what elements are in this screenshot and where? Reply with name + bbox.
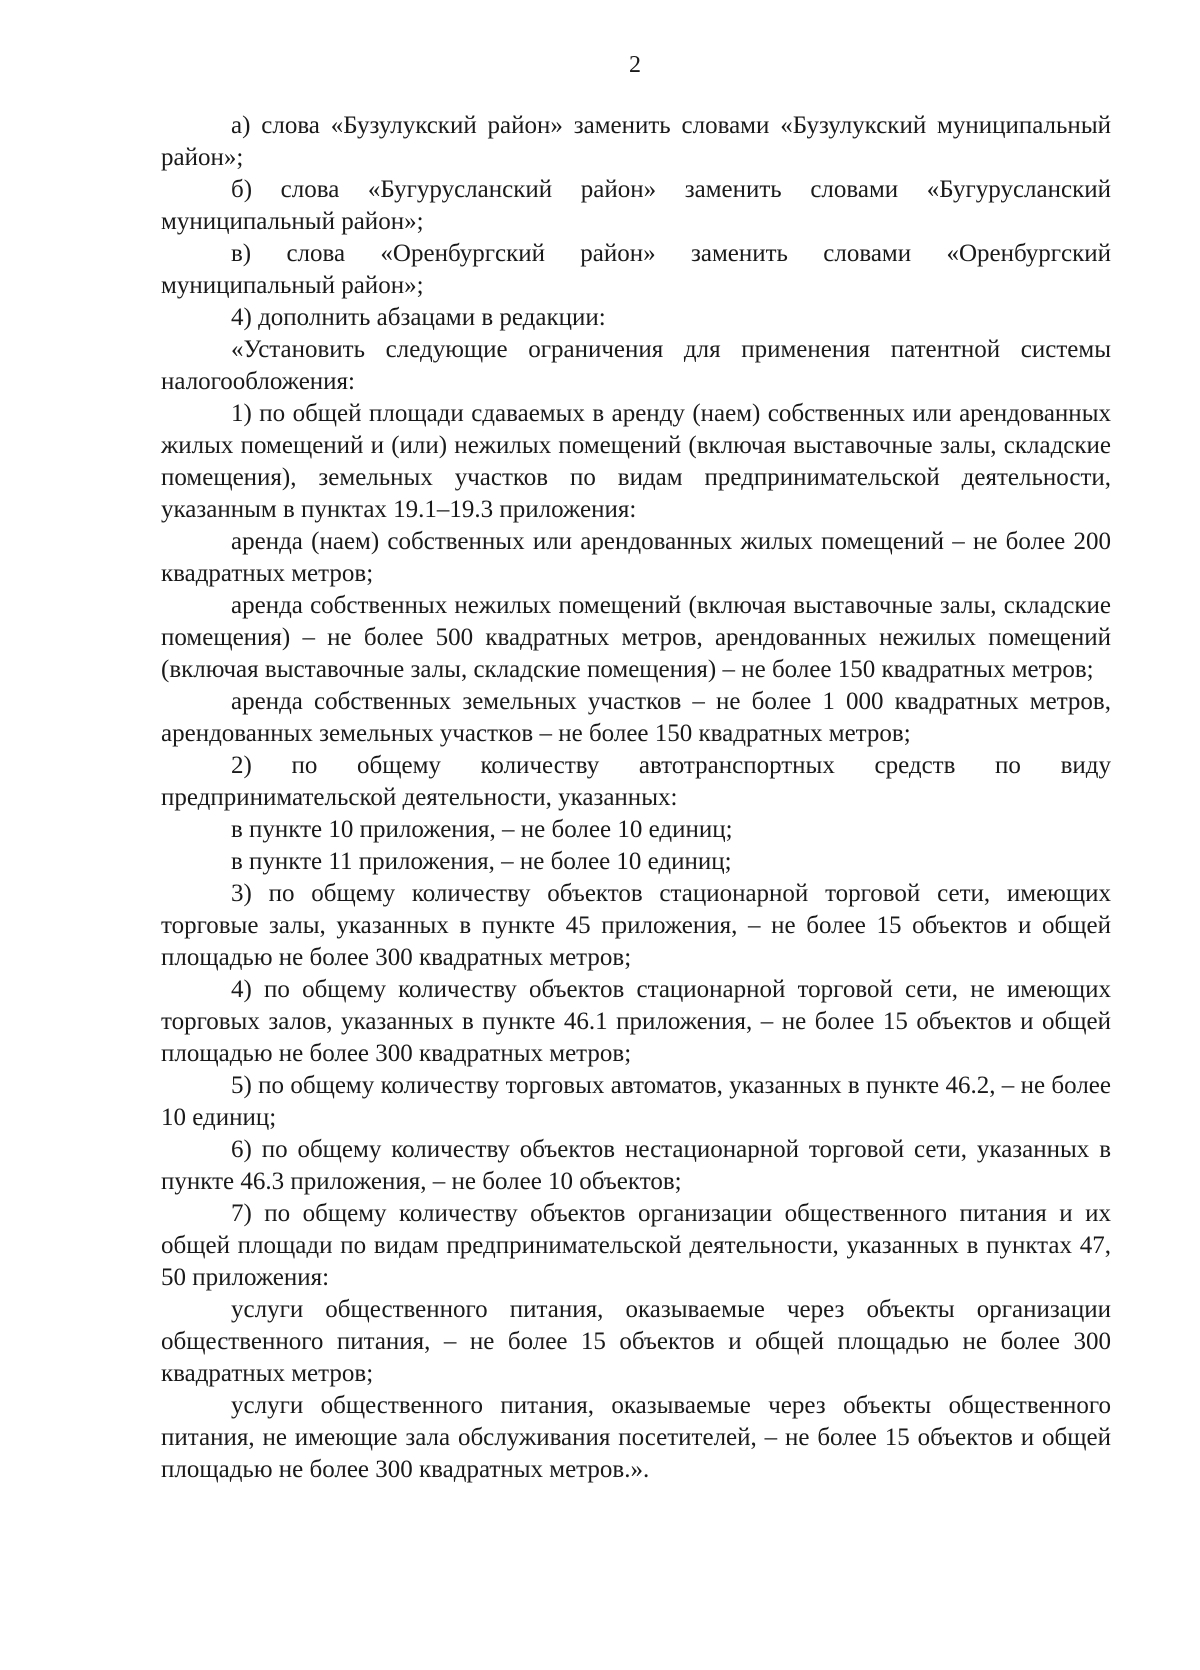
paragraph-restriction-5: 5) по общему количеству торговых автоматов, указанных в пункте 46.2, – не более 10 единиц; (161, 1072, 1111, 1131)
document-body (161, 110, 1111, 1486)
paragraph-restriction-6: 6) по общему количеству объектов нестационарной торговой сети, указанных в пункте 46.3 приложения, – не более 10 объектов; (161, 1136, 1111, 1195)
page-number: 2 (629, 52, 641, 78)
paragraph-point-10: в пункте 10 приложения, – не более 10 единиц; (231, 816, 733, 843)
paragraph-rent-land: аренда собственных земельных участков – не более 1 000 квадратных метров, арендованных земельных участков – не более 150 квадратных метров; (161, 688, 1111, 747)
paragraph-catering-with-hall: услуги общественного питания, оказываемые через объекты организации общественного питания, – не более 15 объектов и общей площадью не более 300 квадратных метров; (161, 1296, 1111, 1387)
paragraph-restriction-2: 2) по общему количеству автотранспортных средств по виду предпринимательской деятельности, указанных: (161, 752, 1111, 811)
paragraph-intro-restrictions: «Установить следующие ограничения для применения патентной системы налогообложения: (161, 336, 1111, 395)
paragraph-catering-without-hall: услуги общественного питания, оказываемые через объекты общественного питания, не имеющие зала обслуживания посетителей, – не более 15 объектов и общей площадью не более 300 квадратных метров.». (161, 1392, 1111, 1483)
paragraph-v: в) слова «Оренбургский район» заменить словами «Оренбургский муниципальный район»; (161, 240, 1111, 299)
paragraph-restriction-3: 3) по общему количеству объектов стационарной торговой сети, имеющих торговые залы, указанных в пункте 45 приложения, – не более 15 объектов и общей площадью не более 300 квадратных метров; (161, 880, 1111, 971)
paragraph-b: б) слова «Бугурусланский район» заменить словами «Бугурусланский муниципальный район»; (161, 176, 1111, 235)
paragraph-restriction-1: 1) по общей площади сдаваемых в аренду (наем) собственных или арендованных жилых помещений и (или) нежилых помещений (включая выставочные залы, складские помещения), земельных участков по видам предпринимательской деятельности, указанным в пунктах 19.1–19.3 приложения: (161, 400, 1111, 523)
paragraph-point-11: в пункте 11 приложения, – не более 10 единиц; (231, 848, 732, 875)
paragraph-restriction-7: 7) по общему количеству объектов организации общественного питания и их общей площади по видам предпринимательской деятельности, указанных в пунктах 47, 50 приложения: (161, 1200, 1111, 1291)
paragraph-rent-nonresidential: аренда собственных нежилых помещений (включая выставочные залы, складские помещения) – не более 500 квадратных метров, арендованных нежилых помещений (включая выставочные залы, складские помещения) – не более 150 квадратных метров; (161, 592, 1111, 683)
paragraph-a: а) слова «Бузулукский район» заменить словами «Бузулукский муниципальный район»; (161, 112, 1111, 171)
paragraph-rent-residential: аренда (наем) собственных или арендованных жилых помещений – не более 200 квадратных метров; (161, 528, 1111, 587)
paragraph-item-4: 4) дополнить абзацами в редакции: (231, 304, 606, 331)
paragraph-restriction-4: 4) по общему количеству объектов стационарной торговой сети, не имеющих торговых залов, указанных в пункте 46.1 приложения, – не более 15 объектов и общей площадью не более 300 квадратных метров; (161, 976, 1111, 1067)
